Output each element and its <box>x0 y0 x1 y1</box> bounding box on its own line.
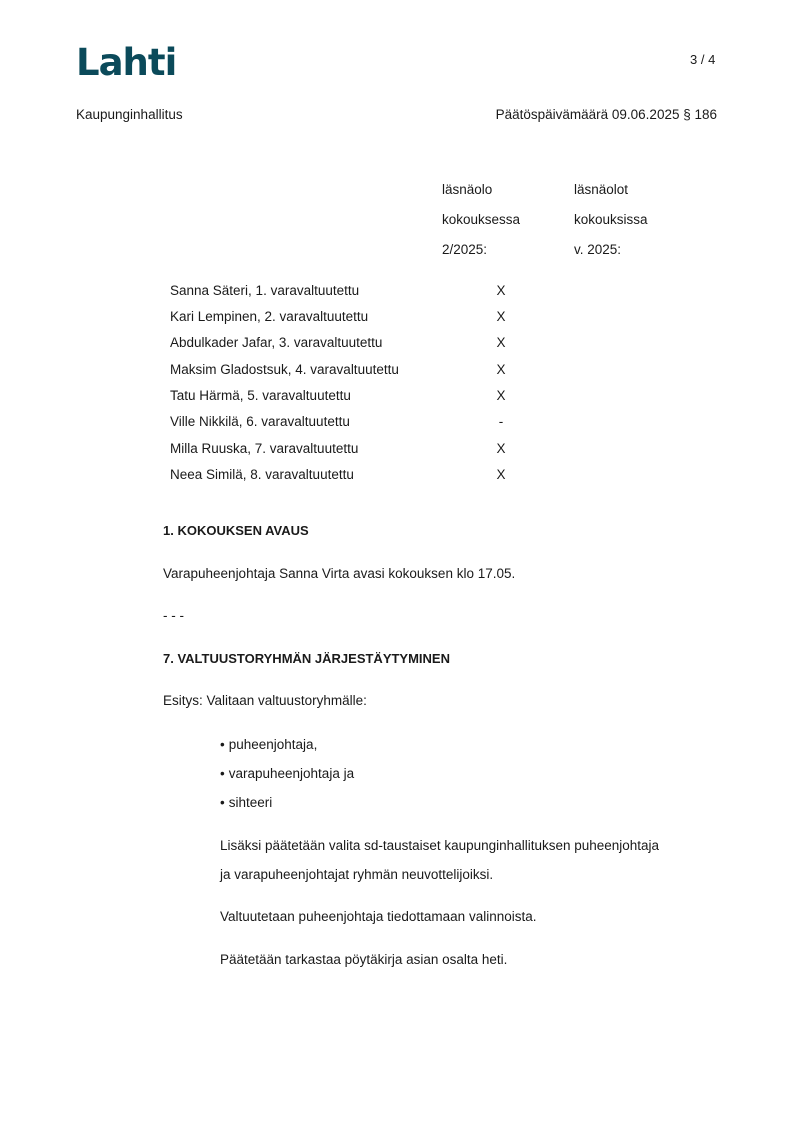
attendance-row <box>170 388 630 414</box>
attendance-mark: X <box>496 388 506 403</box>
member-name: Ville Nikkilä, 6. varavaltuutettu <box>170 414 350 429</box>
attendance-column-header-meeting <box>442 175 520 265</box>
bullet-item: • puheenjohtaja, <box>220 737 317 752</box>
member-name: Milla Ruuska, 7. varavaltuutettu <box>170 441 359 456</box>
member-name: Tatu Härmä, 5. varavaltuutettu <box>170 388 351 403</box>
column-header-line: läsnäolot <box>574 182 629 197</box>
attendance-row <box>170 441 630 467</box>
attendance-row <box>170 309 630 335</box>
attendance-mark: X <box>496 335 506 350</box>
proposal-intro: Esitys: Valitaan valtuustoryhmälle: <box>163 693 367 708</box>
attendance-row <box>170 362 630 388</box>
attendance-mark: X <box>496 441 506 456</box>
member-name: Sanna Säteri, 1. varavaltuutettu <box>170 283 360 298</box>
attendance-column-header-year <box>574 175 648 265</box>
opening-text: Varapuheenjohtaja Sanna Virta avasi kokouksen klo 17.05. <box>163 566 516 581</box>
attendance-row <box>170 335 630 361</box>
member-name: Neea Similä, 8. varavaltuutettu <box>170 467 354 482</box>
column-header-line: kokouksessa <box>442 212 521 227</box>
paragraph-negotiators-line1: Lisäksi päätetään valita sd-taustaiset kaupunginhallituksen puheenjohtaja <box>220 838 660 853</box>
attendance-row <box>170 467 630 493</box>
section-heading-organization: 7. VALTUUSTORYHMÄN JÄRJESTÄYTYMINEN <box>163 651 450 666</box>
section-heading-opening: 1. KOKOUKSEN AVAUS <box>163 523 309 538</box>
bullet-item: • varapuheenjohtaja ja <box>220 766 354 781</box>
paragraph-negotiators-line2: ja varapuheenjohtajat ryhmän neuvottelijoiksi. <box>220 867 494 882</box>
column-header-line: läsnäolo <box>442 182 493 197</box>
organization-name: Kaupunginhallitus <box>76 107 183 122</box>
attendance-mark: X <box>496 283 506 298</box>
bullet-item: • sihteeri <box>220 795 272 810</box>
column-header-line: 2/2025: <box>442 242 488 257</box>
decision-date: Päätöspäivämäärä 09.06.2025 § 186 <box>495 107 717 122</box>
attendance-mark: X <box>496 467 506 482</box>
attendance-row <box>170 414 630 440</box>
attendance-mark: X <box>496 309 506 324</box>
section-separator: - - - <box>163 608 184 623</box>
attendance-mark: - <box>498 414 504 429</box>
member-name: Maksim Gladostsuk, 4. varavaltuutettu <box>170 362 399 377</box>
lahti-logo: Lahti <box>76 41 177 84</box>
page-number: 3 / 4 <box>690 52 716 67</box>
attendance-mark: X <box>496 362 506 377</box>
paragraph-minutes: Päätetään tarkastaa pöytäkirja asian osalta heti. <box>220 952 508 967</box>
column-header-line: kokouksissa <box>574 212 648 227</box>
member-name: Abdulkader Jafar, 3. varavaltuutettu <box>170 335 383 350</box>
paragraph-authorize: Valtuutetaan puheenjohtaja tiedottamaan valinnoista. <box>220 909 537 924</box>
member-name: Kari Lempinen, 2. varavaltuutettu <box>170 309 369 324</box>
attendance-row <box>170 283 630 309</box>
column-header-line: v. 2025: <box>574 242 622 257</box>
